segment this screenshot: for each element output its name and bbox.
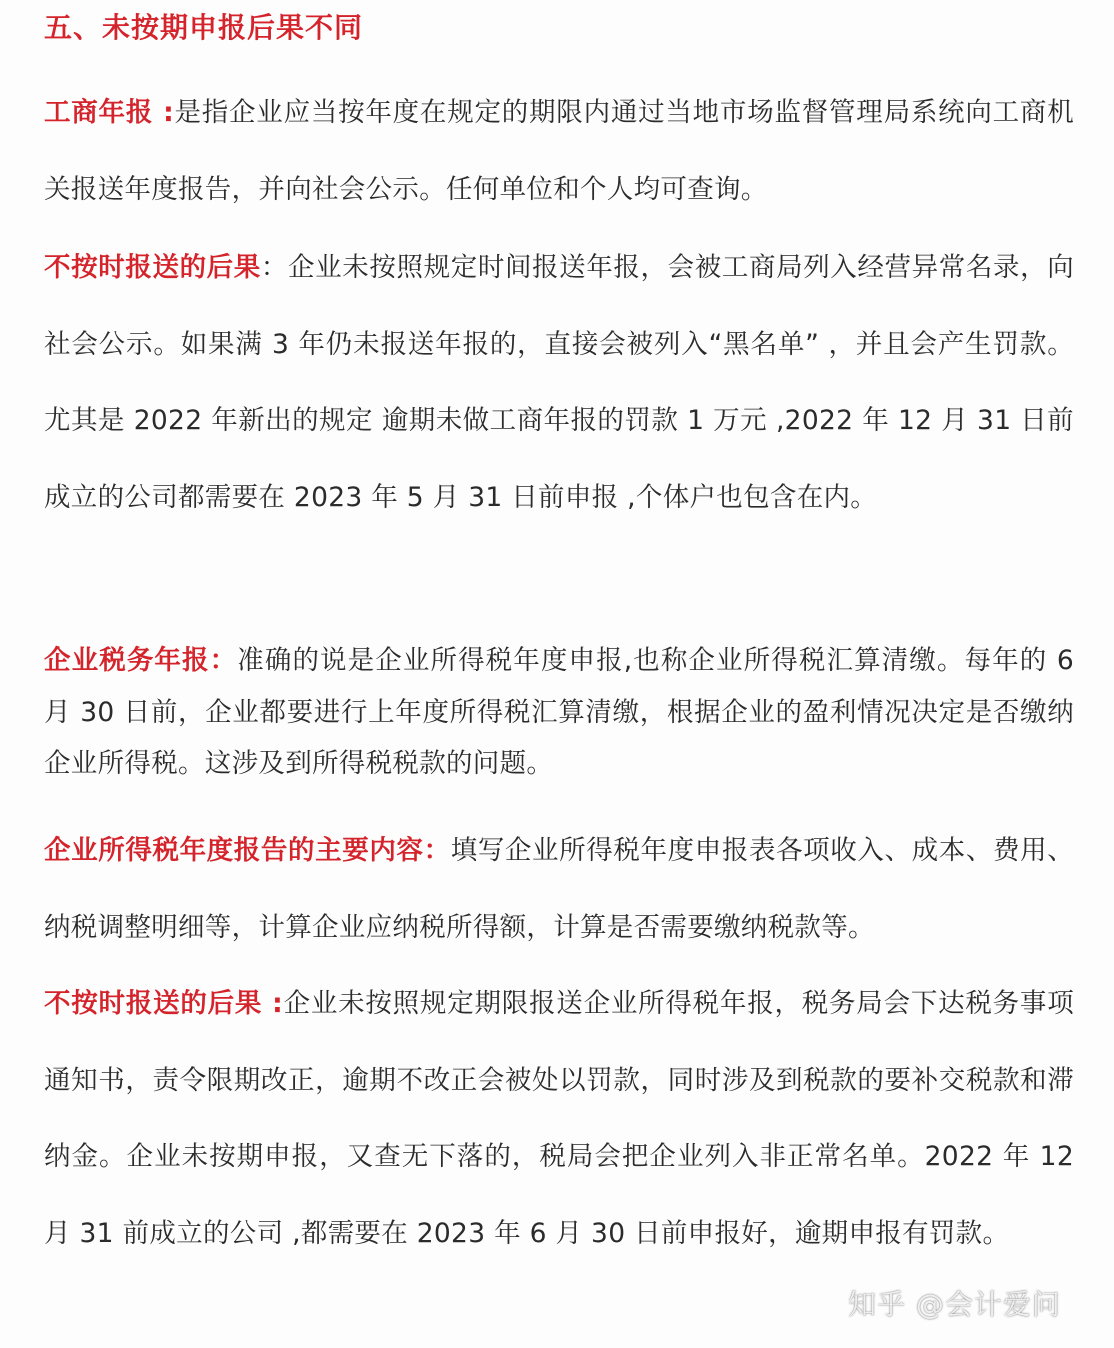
paragraph-label: 企业税务年报： [44,645,238,676]
zhihu-watermark: 知乎 @会计爱问 [848,1288,1061,1321]
paragraph-tax-late-consequence [44,966,1074,1272]
section-title: 五、未按期申报后果不同 [44,11,364,44]
paragraph-tax-report-content [44,813,1074,966]
paragraph-label: 工商年报 : [44,97,174,128]
paragraph-text: 填写企业所得税年度申报表各项收入、成本、费用、纳税调整明细等，计算企业应纳税所得额，计算是否需要缴纳税款等。 [44,835,1074,943]
paragraph-label: 不按时报送的后果 : [44,988,284,1019]
paragraph-label: 企业所得税年度报告的主要内容： [44,835,451,866]
paragraph-text: 准确的说是企业所得税年度申报,也称企业所得税汇算清缴。每年的 6 月 30 日前，企业都要进行上年度所得税汇算清缴，根据企业的盈利情况决定是否缴纳企业所得税。这涉及到所得税税款的问题。 [44,645,1074,779]
paragraph-business-late-consequence [44,230,1074,536]
paragraph-tax-annual-report [44,635,1074,790]
paragraph-text: 企业未按照规定期限报送企业所得税年报，税务局会下达税务事项通知书，责令限期改正，逾期不改正会被处以罚款，同时涉及到税款的要补交税款和滞纳金。企业未按期申报，又查无下落的，税局会把企业列入非正常名单。2022 年 12 月 31 前成立的公司 ,都需要在 2023 年 6 月 30 日前申报好，逾期申报有罚款。 [44,988,1075,1249]
paragraph-label: 不按时报送的后果 [44,252,261,283]
paragraph-business-annual-report [44,75,1074,228]
paragraph-text: 是指企业应当按年度在规定的期限内通过当地市场监督管理局系统向工商机关报送年度报告，并向社会公示。任何单位和个人均可查询。 [44,97,1075,205]
paragraph-text: ：企业未按照规定时间报送年报，会被工商局列入经营异常名录，向社会公示。如果满 3 年仍未报送年报的，直接会被列入“黑名单” ，并且会产生罚款。尤其是 2022 年新出的规定 逾期未做工商年报的罚款 1 万元 ,2022 年 12 月 31 日前成立的公司都需要在 2023 年 5 月 31 日前申报 ,个体户也包含在内。 [44,252,1075,513]
